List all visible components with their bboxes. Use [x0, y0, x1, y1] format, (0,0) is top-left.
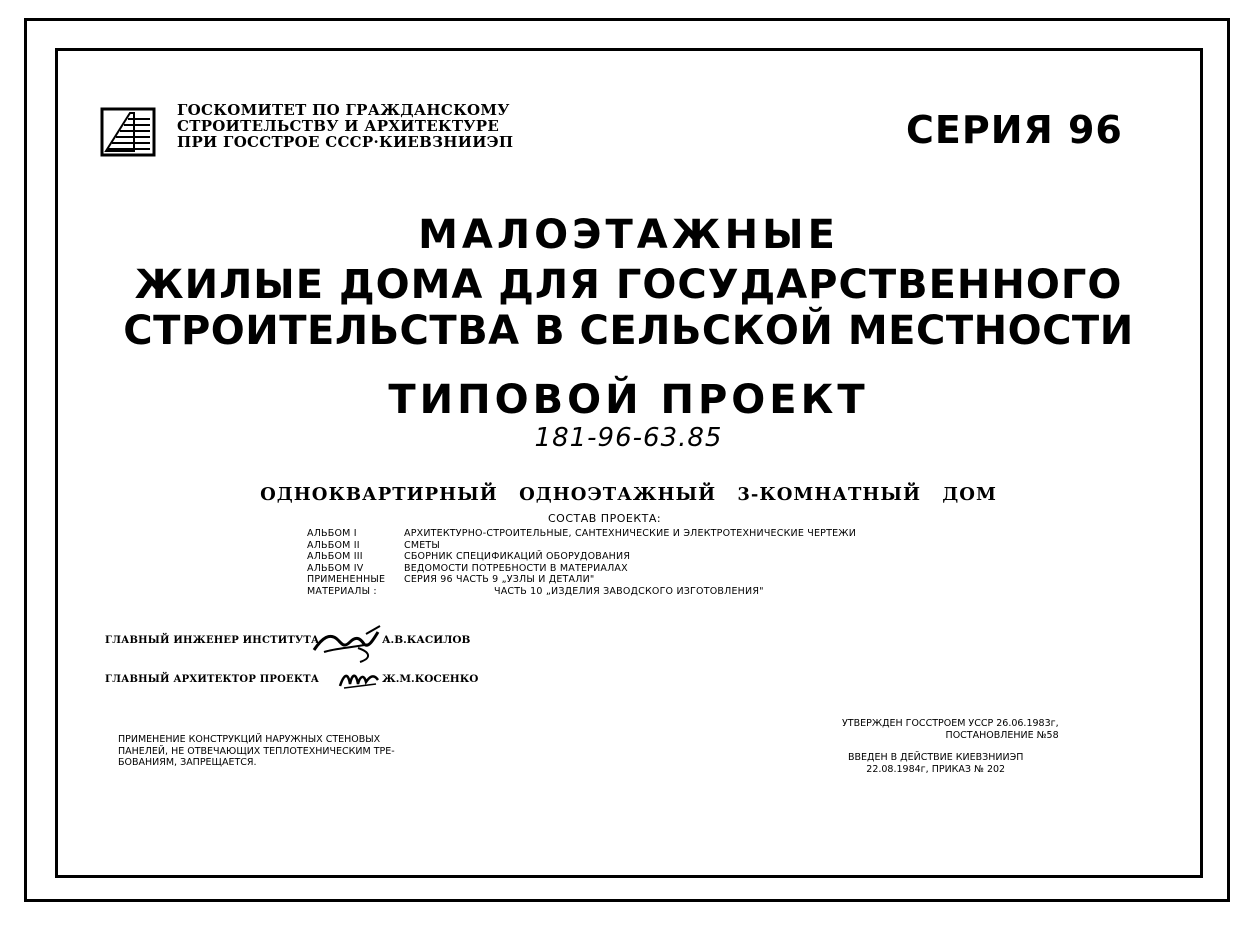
title-line-3: СТРОИТЕЛЬСТВА В СЕЛЬСКОЙ МЕСТНОСТИ — [123, 308, 1134, 354]
composition-text: АРХИТЕКТУРНО-СТРОИТЕЛЬНЫЕ, САНТЕХНИЧЕСКИЕ И ЭЛЕКТРОТЕХНИЧЕСКИЕ ЧЕРТЕЖИ — [404, 528, 857, 539]
introduction-line: 22.08.1984г, ПРИКАЗ № 202 — [866, 763, 1006, 775]
chief-architect-label: ГЛАВНЫЙ АРХИТЕКТОР ПРОЕКТА — [105, 674, 320, 685]
composition-row — [307, 551, 856, 563]
composition-title: СОСТАВ ПРОЕКТА: — [548, 512, 662, 525]
organization-logo-icon — [100, 107, 156, 157]
title-line-1: МАЛОЭТАЖНЫЕ — [418, 212, 839, 258]
composition-label: АЛЬБОМ I — [307, 528, 357, 539]
chief-engineer-signature-icon — [310, 618, 382, 666]
composition-label: МАТЕРИАЛЫ : — [307, 585, 377, 597]
organization-name — [177, 102, 513, 150]
composition-text: ЧАСТЬ 10 „ИЗДЕЛИЯ ЗАВОДСКОГО ИЗГОТОВЛЕНИЯ" — [494, 585, 764, 597]
composition-label: АЛЬБОМ II — [307, 539, 360, 551]
composition-row — [307, 540, 856, 552]
composition-label: АЛЬБОМ III — [307, 551, 363, 562]
warning-line: ПРИМЕНЕНИЕ КОНСТРУКЦИЙ НАРУЖНЫХ СТЕНОВЫХ — [118, 734, 381, 745]
warning-line: БОВАНИЯМ, ЗАПРЕЩАЕТСЯ. — [118, 757, 257, 768]
composition-text: СМЕТЫ — [404, 539, 441, 551]
org-line: ПРИ ГОССТРОЕ СССР·КИЕВЗНИИЭП — [177, 133, 514, 151]
composition-text: ВЕДОМОСТИ ПОТРЕБНОСТИ В МАТЕРИАЛАХ — [404, 562, 628, 574]
project-number: 181-96-63.85 — [534, 423, 723, 453]
chief-architect-signature-icon — [338, 666, 382, 692]
introduction-line: ВВЕДЕН В ДЕЙСТВИЕ КИЕВЗНИИЭП — [848, 752, 1024, 763]
composition-label: ПРИМЕНЕННЫЕ — [307, 574, 386, 585]
approval-note — [842, 718, 1059, 741]
composition-list — [307, 528, 856, 597]
composition-row — [307, 574, 856, 586]
warning-line: ПАНЕЛЕЙ, НЕ ОТВЕЧАЮЩИХ ТЕПЛОТЕХНИЧЕСКИМ ТРЕ- — [118, 745, 395, 757]
house-type: ОДНОКВАРТИРНЫЙ ОДНОЭТАЖНЫЙ 3-КОМНАТНЫЙ ДОМ — [260, 484, 997, 505]
composition-row — [307, 563, 856, 575]
chief-engineer-name: А.В.КАСИЛОВ — [382, 634, 471, 646]
warning-note — [118, 734, 395, 769]
title-line-2: ЖИЛЫЕ ДОМА ДЛЯ ГОСУДАРСТВЕННОГО — [134, 262, 1123, 308]
project-type: ТИПОВОЙ ПРОЕКТ — [388, 377, 869, 423]
composition-text: СЕРИЯ 96 ЧАСТЬ 9 „УЗЛЫ И ДЕТАЛИ" — [404, 574, 595, 585]
chief-architect-name: Ж.М.КОСЕНКО — [382, 673, 479, 685]
org-line: ГОСКОМИТЕТ ПО ГРАЖДАНСКОМУ — [177, 101, 510, 119]
composition-label: АЛЬБОМ IV — [307, 562, 364, 574]
org-line: СТРОИТЕЛЬСТВУ И АРХИТЕКТУРЕ — [177, 117, 500, 135]
introduction-note — [848, 752, 1023, 775]
composition-row — [307, 528, 856, 540]
approval-line: ПОСТАНОВЛЕНИЕ №58 — [945, 729, 1059, 741]
composition-text: СБОРНИК СПЕЦИФИКАЦИЙ ОБОРУДОВАНИЯ — [404, 551, 631, 562]
approval-line: УТВЕРЖДЕН ГОССТРОЕМ УССР 26.06.1983г, — [842, 718, 1059, 729]
chief-engineer-label: ГЛАВНЫЙ ИНЖЕНЕР ИНСТИТУТА — [105, 635, 320, 646]
series-label: СЕРИЯ 96 — [906, 108, 1123, 152]
composition-row — [307, 586, 856, 598]
